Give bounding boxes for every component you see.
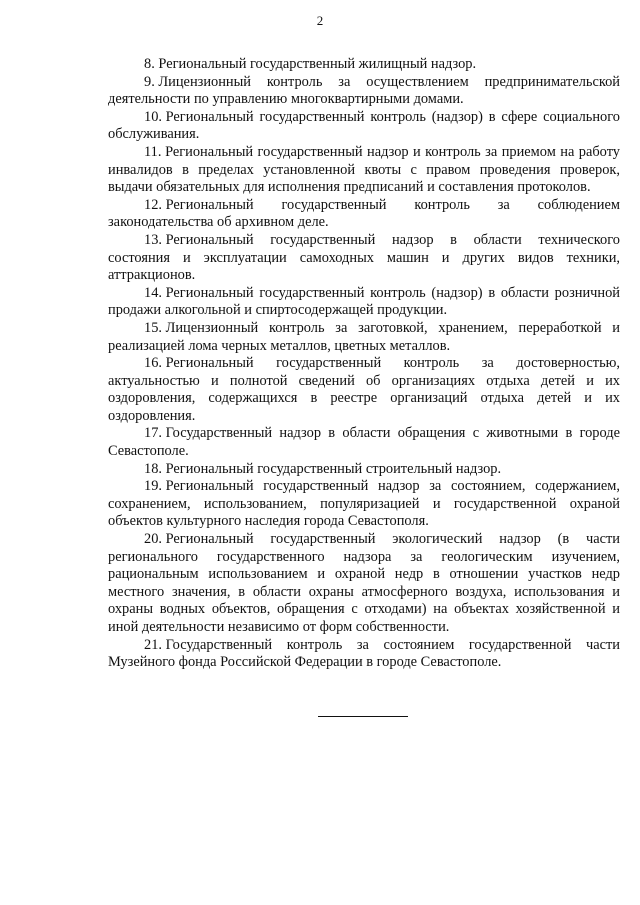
item-number: 8. <box>144 56 155 72</box>
item-text: Региональный государственный жилищный надзор. <box>158 56 477 72</box>
item-text: Региональный государственный надзор и контроль за приемом на работу инвалидов в пределах установленной квоты с правом проведения проверок, выдачи обязательных для исполнения предписаний и составления протоколов. <box>108 143 620 196</box>
item-number: 11. <box>144 143 162 160</box>
item-text: Региональный государственный контроль за достоверностью, актуальностью и полнотой сведений об организациях отдыха детей и их оздоровления, содержащихся в реестре организаций отдыха детей и их оздоровления. <box>108 355 620 424</box>
item-number: 9. <box>144 73 155 90</box>
item-number: 13. <box>144 231 162 248</box>
end-of-document-divider <box>318 716 408 717</box>
list-item <box>108 355 620 425</box>
list-item <box>108 320 620 355</box>
item-text: Региональный государственный контроль (надзор) в сфере социального обслуживания. <box>108 108 620 143</box>
list-item <box>108 74 620 109</box>
list-item <box>108 637 620 672</box>
list-item <box>108 144 620 197</box>
item-text: Региональный государственный экологический надзор (в части регионального государственного надзора за геологическим изучением, рациональным использованием и охраной недр в отношении участков недр местного значения, в области охраны атмосферного воздуха, использования и охраны водных объектов, обращения с отходами) на объектах хозяйственной и иной деятельности независимо от форм собственности. <box>108 531 620 635</box>
document-body <box>108 56 620 672</box>
list-item <box>108 232 620 285</box>
item-text: Региональный государственный контроль (надзор) в области розничной продажи алкогольной и спиртосодержащей продукции. <box>108 284 620 319</box>
item-text: Региональный государственный надзор за состоянием, содержанием, сохранением, использованием, популяризацией и государственной охраной объектов культурного наследия города Севастополя. <box>108 478 620 530</box>
item-text: Региональный государственный надзор в области технического состояния и эксплуатации самоходных машин и других видов техники, аттракционов. <box>108 231 620 284</box>
item-number: 20. <box>144 531 162 548</box>
item-number: 17. <box>144 425 162 442</box>
item-number: 10. <box>144 108 162 125</box>
list-item <box>108 425 620 460</box>
item-number: 19. <box>144 478 162 495</box>
list-item <box>108 56 620 74</box>
list-item <box>108 197 620 232</box>
list-item <box>108 461 620 479</box>
item-number: 18. <box>144 460 162 477</box>
page-number: 2 <box>316 13 324 28</box>
item-text: Лицензионный контроль за заготовкой, хранением, переработкой и реализацией лома черных металлов, цветных металлов. <box>108 319 620 354</box>
item-text: Региональный государственный строительный надзор. <box>165 460 502 477</box>
list-item <box>108 285 620 320</box>
item-text: Государственный надзор в области обращения с животными в городе Севастополе. <box>108 425 620 460</box>
list-item <box>108 109 620 144</box>
item-number: 15. <box>144 319 162 336</box>
item-number: 16. <box>144 355 162 372</box>
item-number: 14. <box>144 284 162 301</box>
item-number: 12. <box>144 196 162 213</box>
item-text: Государственный контроль за состоянием государственной части Музейного фонда Российской Федерации в городе Севастополе. <box>108 636 620 671</box>
item-number: 21. <box>144 636 162 653</box>
list-item <box>108 478 620 531</box>
item-text: Региональный государственный контроль за соблюдением законодательства об архивном деле. <box>108 196 620 231</box>
list-item <box>108 531 620 637</box>
item-text: Лицензионный контроль за осуществлением предпринимательской деятельности по управлению многоквартирными домами. <box>108 73 620 108</box>
